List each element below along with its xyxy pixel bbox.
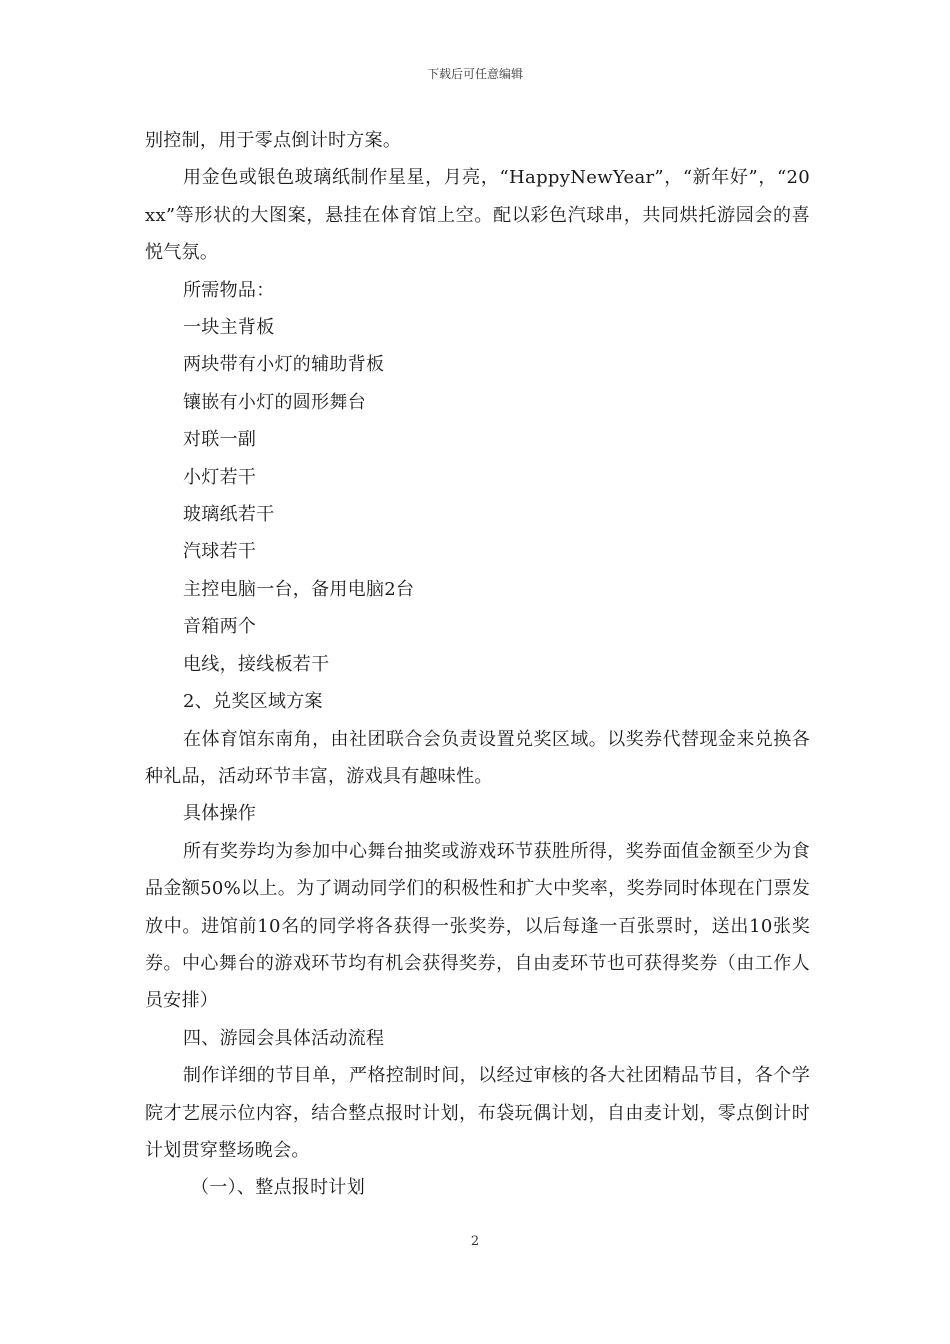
list-item: 汽球若干: [183, 541, 257, 563]
document-body: [145, 122, 810, 1207]
list-item: 对联一副: [183, 429, 257, 451]
paragraph: 在体育馆东南角，由社团联合会负责设置兑奖区域。以奖券代替现金来兑换各种礼品，活动环节丰富，游戏具有趣味性。: [145, 728, 810, 787]
paragraph: 所有奖券均为参加中心舞台抽奖或游戏环节获胜所得，奖券面值金额至少为食品金额50%以上。为了调动同学们的积极性和扩大中奖率，奖券同时体现在门票发放中。进馆前10名的同学将各获得一张奖券，以后每逢一百张票时，送出10张奖券。中心舞台的游戏环节均有机会获得奖券，自由麦环节也可获得奖券（由工作人员安排）: [145, 840, 810, 1012]
paragraph: 别控制，用于零点倒计时方案。: [145, 130, 402, 151]
list-item: 小灯若干: [183, 466, 257, 488]
section-label: 所需物品：: [183, 279, 275, 301]
paragraph: 用金色或银色玻璃纸制作星星，月亮，“HappyNewYear”，“新年好”，“20xx”等形状的大图案，悬挂在体育馆上空。配以彩色汽球串，共同烘托游园会的喜悦气氛。: [145, 167, 810, 264]
section-heading: 2、兑奖区域方案: [183, 691, 323, 713]
list-item: 一块主背板: [183, 317, 275, 339]
list-item: 玻璃纸若干: [183, 504, 275, 526]
page-header: 下载后可任意编辑: [426, 67, 523, 81]
list-item: 主控电脑一台，备用电脑2台: [183, 578, 415, 600]
paragraph: 制作详细的节目单，严格控制时间，以经过审核的各大社团精品节目，各个学院才艺展示位内容，结合整点报时计划，布袋玩偶计划，自由麦计划，零点倒计时计划贯穿整场晚会。: [145, 1065, 810, 1161]
list-item: 镶嵌有小灯的圆形舞台: [183, 391, 366, 413]
list-item: 两块带有小灯的辅助背板: [183, 354, 385, 376]
section-heading: 四、游园会具体活动流程: [183, 1027, 385, 1049]
subsection-heading: （一）、整点报时计划: [191, 1177, 365, 1199]
page-number: 2: [470, 1234, 480, 1249]
section-label: 具体操作: [183, 803, 257, 825]
list-item: 电线，接线板若干: [183, 653, 330, 675]
list-item: 音箱两个: [183, 616, 257, 638]
